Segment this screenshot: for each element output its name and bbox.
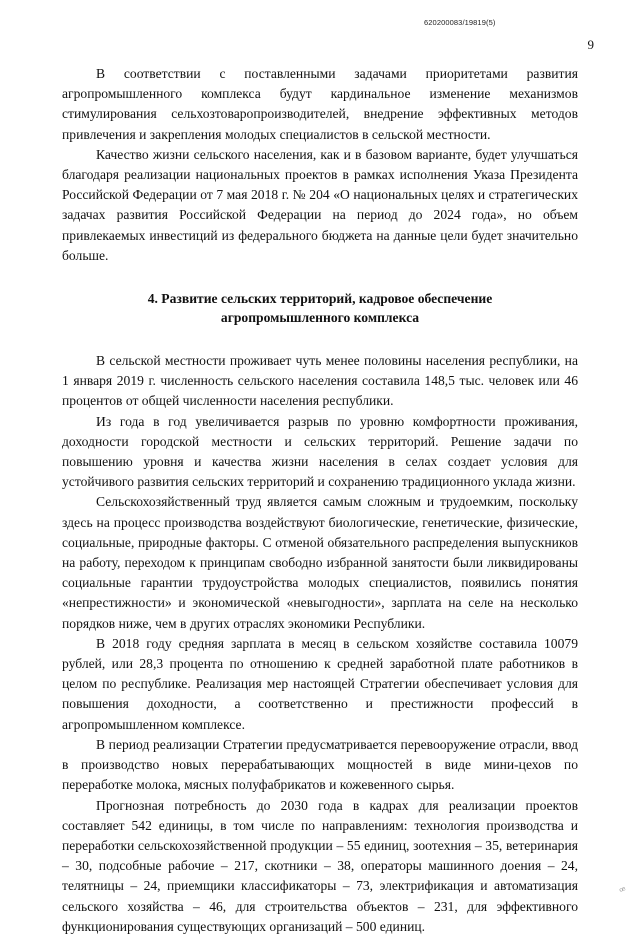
document-code: 620200083/19819(5): [424, 18, 496, 27]
section-heading-line: агропромышленного комплекса: [220, 309, 420, 325]
scan-mark-icon: ꟹ: [617, 885, 628, 898]
section-heading-line: 4. Развитие сельских территорий, кадровое обеспечение: [147, 291, 493, 307]
paragraph: В период реализации Стратегии предусматривается перевооружение отрасли, ввод в производство новых перерабатывающих мощностей в виде мини-цехов по переработке молока, мясных полуфабрикатов и кожевенного сырья.: [62, 736, 578, 793]
section-heading: [62, 290, 578, 327]
paragraph: Сельскохозяйственный труд является самым сложным и трудоемким, поскольку здесь на процесс производства воздействуют биологические, генетические, физические, социальные, природные факторы. С отменой обязательного распределения выпускников на работу, переходом к принципам свободно избранной занятости были ликвидированы социальные гарантии трудоустройства молодых специалистов, появились понятия «непрестижности» и экономической «невыгодности», зарплата на селе на несколько порядков ниже, чем в других отраслях экономики Республики.: [62, 494, 578, 631]
page-number: 9: [587, 37, 594, 52]
paragraph: Качество жизни сельского населения, как и в базовом варианте, будет улучшаться благодаря реализации национальных проектов в рамках исполнения Указа Президента Российской Федерации от 7 мая 2018 г. № 204 «О национальных целях и стратегических задачах развития Российской Федерации на период до 2024 года», но объем привлекаемых инвестиций из федерального бюджета на данные цели будет значительно больше.: [62, 146, 578, 263]
paragraph: В соответствии с поставленными задачами приоритетами развития агропромышленного комплекса будут кардинальное изменение механизмов стимулирования сельхозтоваропроизводителей, внедрение эффективных методов привлечения и закрепления молодых специалистов в сельской местности.: [62, 66, 578, 142]
paragraph: В сельской местности проживает чуть менее половины населения республики, на 1 января 2019 г. численность сельского населения составила 148,5 тыс. человек или 46 процентов от общей численности населения республики.: [62, 353, 578, 409]
paragraph: Из года в год увеличивается разрыв по уровню комфортности проживания, доходности городской местности и сельских территорий. Решение задачи по повышению уровня и качества жизни населения в селах создает условия для устойчивого развития сельских территорий и сохранению традиционного уклада жизни.: [62, 413, 578, 490]
paragraph: В 2018 году средняя зарплата в месяц в сельском хозяйстве составила 10079 рублей, или 28,3 процента по отношению к средней заработной плате работников в целом по республике. Реализация мер настоящей Стратегии обеспечивает условия для повышения доходности, а соответственно и престижности профессий в агропромышленном комплексе.: [62, 635, 578, 732]
document-body: [62, 64, 578, 937]
paragraph: Прогнозная потребность до 2030 года в кадрах для реализации проектов составляет 542 единицы, в том числе по направлениям: технология производства и переработки сельскохозяйственной продукции – 55 единиц, зоотехния – 35, ветеринария – 30, подсобные рабочие – 217, скотники – 38, операторы машинного доения – 24, телятницы – 24, приемщики классификаторы – 73, электрификация и автоматизация сельского хозяйства – 46, для строительства объектов – 231, для эффективного функционирования существующих организаций – 500 единиц.: [62, 797, 578, 934]
